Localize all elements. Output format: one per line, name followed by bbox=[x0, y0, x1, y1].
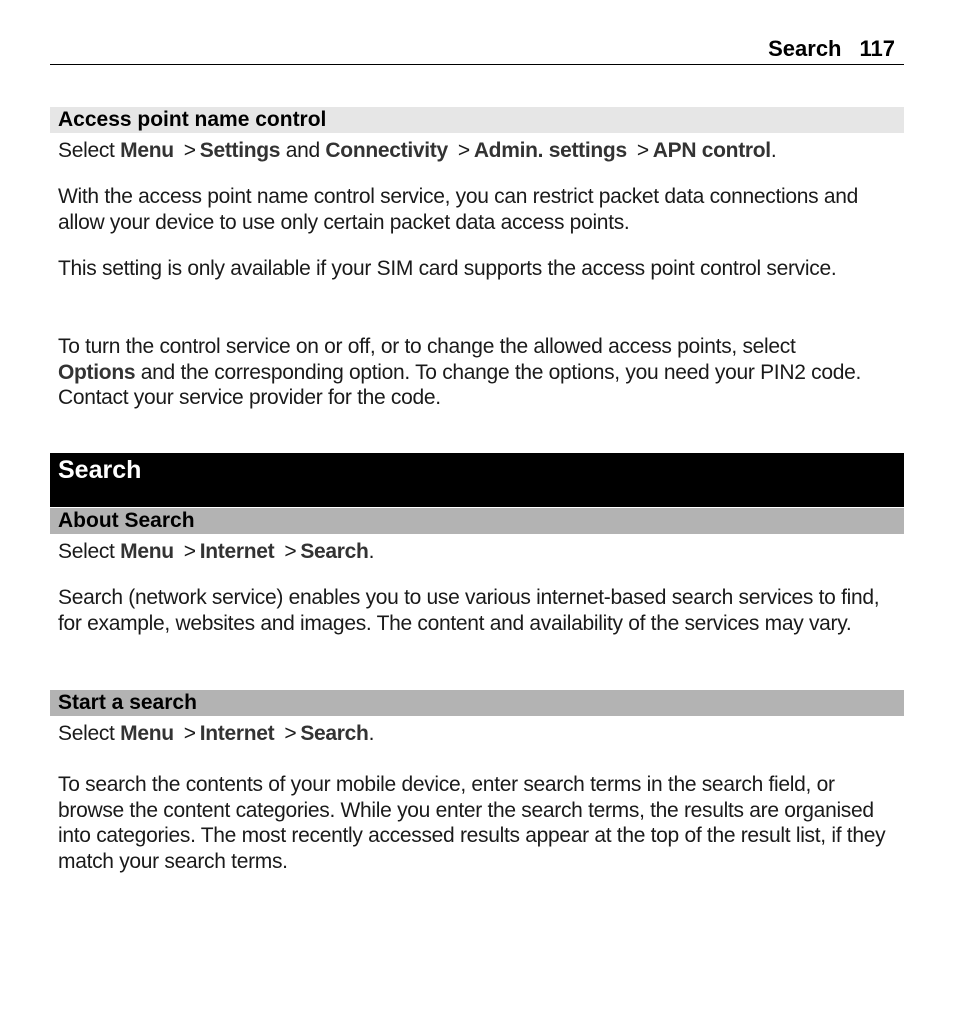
search-link: Search bbox=[300, 722, 369, 745]
apn-control-link: APN control bbox=[652, 139, 771, 162]
start-search-paragraph: To search the contents of your mobile device, enter search terms in the search field, or browse the content categories. While you enter the search terms, the results are organised into categories. The most recently accessed results appear at the top of the result list, if they match your search terms. bbox=[58, 773, 886, 874]
apn-nav-path: Select Menu > Settings and Connectivity > Admin. settings > APN control. bbox=[58, 139, 777, 162]
settings-link: Settings bbox=[199, 139, 281, 162]
start-search-nav-path: Select Menu > Internet > Search. bbox=[58, 722, 375, 745]
page-header bbox=[50, 36, 904, 65]
about-search-nav-path: Select Menu > Internet > Search. bbox=[58, 540, 375, 563]
options-term: Options bbox=[58, 360, 136, 384]
admin-settings-link: Admin. settings bbox=[473, 139, 627, 162]
menu-link: Menu bbox=[120, 139, 174, 162]
connectivity-link: Connectivity bbox=[325, 139, 448, 162]
running-title: Search bbox=[768, 36, 842, 61]
internet-link: Internet bbox=[199, 722, 275, 745]
apn-paragraph-3: To turn the control service on or off, or to change the allowed access points, select Options and the corresponding option. To change the options, you need your PIN2 code. Contact your service provider for the code. bbox=[58, 335, 861, 410]
start-search-heading: Start a search bbox=[50, 690, 904, 716]
menu-link: Menu bbox=[120, 540, 174, 563]
page-number: 117 bbox=[859, 36, 895, 61]
about-search-heading: About Search bbox=[50, 508, 904, 534]
internet-link: Internet bbox=[199, 540, 275, 563]
about-search-paragraph: Search (network service) enables you to use various internet-based search services to find, for example, websites and images. The content and availability of the services may vary. bbox=[58, 586, 880, 635]
search-chapter-heading: Search bbox=[50, 453, 904, 507]
apn-paragraph-1: With the access point name control service, you can restrict packet data connections and allow your device to use only certain packet data access points. bbox=[58, 185, 859, 234]
menu-link: Menu bbox=[120, 722, 174, 745]
apn-heading: Access point name control bbox=[50, 107, 904, 133]
apn-paragraph-2: This setting is only available if your SIM card supports the access point control service. bbox=[58, 257, 837, 280]
search-link: Search bbox=[300, 540, 369, 563]
